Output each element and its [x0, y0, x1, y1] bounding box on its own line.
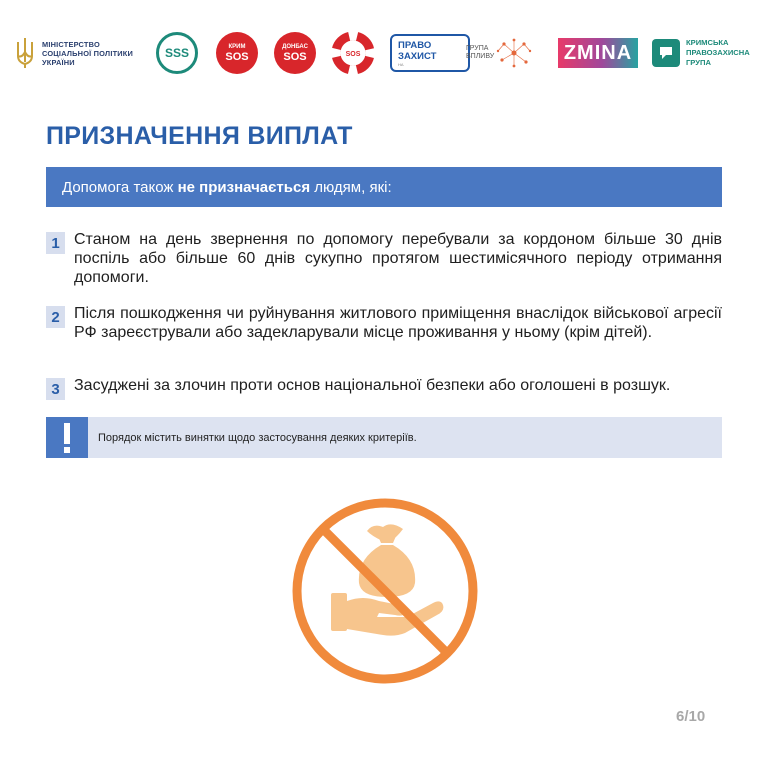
grupa-line-1: ГРУПА [466, 45, 489, 52]
lifebuoy-icon [332, 32, 374, 74]
banner-emphasis: не призначається [177, 178, 311, 196]
note-box [46, 417, 722, 458]
ministry-line-3: УКРАЇНИ [42, 57, 75, 67]
grupa-line-2: ВПЛИВУ [466, 53, 495, 60]
banner-prefix: Допомога також [62, 178, 178, 196]
no-payment-icon [287, 493, 483, 689]
ministry-name [42, 40, 133, 67]
pravo-na-zakhyst-logo [390, 28, 472, 78]
donbas-sos-top: ДОНБАС [282, 43, 308, 50]
krym-sos-bottom: SOS [225, 50, 249, 63]
list-item [46, 304, 722, 342]
ministry-line-2: СОЦІАЛЬНОЇ ПОЛІТИКИ [42, 48, 134, 58]
donbas-sos-bottom: SOS [283, 50, 307, 63]
item-number: 1 [46, 232, 65, 254]
partner-logos-bar [14, 28, 754, 78]
svg-text:SOS: SOS [345, 51, 361, 58]
list-item [46, 376, 722, 398]
banner-suffix: людям, які: [310, 178, 392, 196]
kpg-mark-icon [652, 39, 680, 67]
item-number: 2 [46, 306, 65, 328]
kpg-line-1: КРИМСЬКА [686, 38, 729, 47]
kpg-logo [652, 28, 762, 78]
ministry-line-1: МІНІСТЕРСТВО [42, 39, 100, 49]
zmina-logo [558, 28, 638, 78]
sss-logo-text: SSS [156, 32, 198, 74]
lifebuoy-logo [332, 28, 374, 78]
item-text: Засуджені за злочин проти основ національної безпеки або оголошені в розшук. [74, 377, 671, 394]
ministry-logo [14, 28, 144, 78]
item-text: Станом на день звернення по допомогу перебували за кордоном більше 30 днів поспіль або більше 60 днів сукупно протягом шестимісячного періоду отримання допомоги. [74, 231, 722, 286]
list-item [46, 230, 722, 287]
item-text: Після пошкодження чи руйнування житлового приміщення внаслідок військової агресії РФ зареєстрували або задекларували місце проживання у ньому (крім дітей). [74, 305, 722, 341]
note-text: Порядок містить винятки щодо застосування деяких критеріїв. [98, 431, 417, 444]
exclamation-icon [46, 417, 88, 458]
trident-icon [14, 36, 36, 70]
network-dots-icon [494, 36, 534, 70]
pravo-line-1: ПРАВО [398, 40, 432, 51]
krym-sos-logo [216, 28, 258, 78]
krym-sos-top: КРИМ [228, 43, 246, 50]
donbas-sos-logo [274, 28, 316, 78]
grupa-vplyvu-logo [466, 28, 546, 78]
pravo-small: НА [398, 62, 404, 67]
kpg-line-3: ГРУПА [686, 58, 711, 67]
kpg-line-2: ПРАВОЗАХИСНА [686, 48, 750, 57]
page-number: 6/10 [676, 708, 706, 725]
pravo-line-2: ЗАХИСТ [398, 51, 437, 62]
zmina-text: ZMINA [558, 38, 638, 68]
page-title: ПРИЗНАЧЕННЯ ВИПЛАТ [46, 122, 353, 150]
item-number: 3 [46, 378, 65, 400]
section-banner [46, 167, 722, 207]
sss-logo [156, 28, 198, 78]
